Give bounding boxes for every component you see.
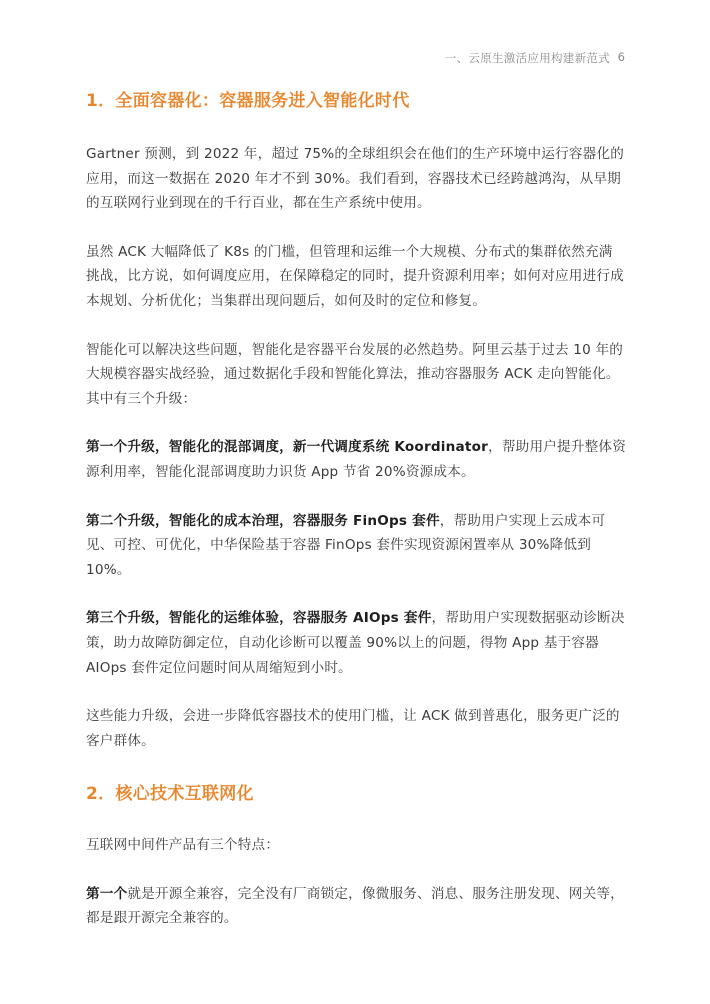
paragraph-upgrade-2 bbox=[86, 509, 626, 583]
page-body bbox=[86, 86, 626, 931]
upgrade-1-text: ，帮助用户提升整体资源利用率，智能化混部调度助力识货 App 节省 20%资源成本。 bbox=[86, 439, 626, 480]
paragraph-middleware: 互联网中间件产品有三个特点： bbox=[86, 837, 280, 854]
paragraph-conclusion: 这些能力升级，会进一步降低容器技术的使用门槛，让 ACK 做到普惠化，服务更广泛的客户群体。 bbox=[86, 708, 620, 749]
paragraph-gartner: Gartner 预测，到 2022 年，超过 75%的全球组织会在他们的生产环境中运行容器化的应用，而这一数据在 2020 年才不到 30%。我们看到，容器技术已经跨越鸿沟，从早期的互联网行业到现在的千行百业，都在生产系统中使用。 bbox=[86, 146, 625, 212]
section-heading-2: 2．核心技术互联网化 bbox=[86, 784, 254, 805]
running-header: 一、云原生激活应用构建新范式 bbox=[444, 51, 610, 65]
paragraph-feature-1 bbox=[86, 882, 626, 931]
upgrade-3-text: ，帮助用户实现数据驱动诊断决策，助力故障防御定位，自动化诊断可以覆盖 90%以上的问题，得物 App 基于容器 AIOps 套件定位问题时间从周缩短到小时。 bbox=[86, 610, 625, 676]
upgrade-2-heading: 第二个升级，智能化的成本治理，容器服务 FinOps 套件 bbox=[86, 512, 440, 529]
page-number: 6 bbox=[617, 50, 625, 64]
upgrade-2-text: ，帮助用户实现上云成本可见、可控、可优化，中华保险基于容器 FinOps 套件实现资源闲置率从 30%降低到 10%。 bbox=[86, 512, 606, 578]
upgrade-3-heading: 第三个升级，智能化的运维体验，容器服务 AIOps 套件 bbox=[86, 610, 432, 627]
paragraph-upgrade-3 bbox=[86, 606, 626, 680]
paragraph-upgrade-1 bbox=[86, 435, 626, 484]
paragraph-intelligence: 智能化可以解决这些问题，智能化是容器平台发展的必然趋势。阿里云基于过去 10 年的大规模容器实战经验，通过数据化手段和智能化算法，推动容器服务 ACK 走向智能化。其中有三个升级： bbox=[86, 341, 624, 407]
section-heading-1: 1．全面容器化：容器服务进入智能化时代 bbox=[86, 91, 410, 111]
upgrade-1-heading: 第一个升级，智能化的混部调度，新一代调度系统 Koordinator bbox=[86, 439, 489, 456]
feature-1-text: 就是开源全兼容，完全没有厂商锁定，像微服务、消息、服务注册发现、网关等，都是跟开源完全兼容的。 bbox=[86, 885, 624, 927]
feature-1-heading: 第一个 bbox=[86, 885, 128, 902]
paragraph-ack-challenges: 虽然 ACK 大幅降低了 K8s 的门槛，但管理和运维一个大规模、分布式的集群依然充满挑战，比方说，如何调度应用，在保障稳定的同时，提升资源利用率；如何对应用进行成本规划、分析优化；当集群出现问题后，如何及时的定位和修复。 bbox=[86, 243, 624, 309]
